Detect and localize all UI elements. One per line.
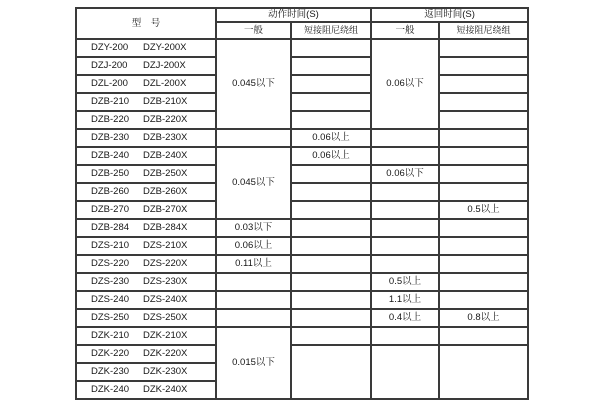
model-cell: [76, 309, 216, 327]
action-general-cell: 0.045以下: [216, 147, 291, 219]
return-damping-cell: 0.8以上: [439, 309, 528, 327]
model-base: DZB-250: [91, 168, 130, 180]
header-action-time: 动作时间(S): [216, 8, 371, 22]
return-damping-cell: [439, 75, 528, 93]
return-general-cell: [371, 327, 439, 345]
model-cell: [76, 327, 216, 345]
model-cell: [76, 165, 216, 183]
header-return-general: 一般: [371, 22, 439, 39]
return-damping-cell: [439, 111, 528, 129]
action-damping-cell: [291, 39, 371, 57]
model-x: DZB-230X: [143, 132, 188, 144]
return-damping-cell: [439, 345, 528, 399]
action-general-cell: [216, 129, 291, 147]
model-base: DZS-220: [91, 258, 130, 270]
model-x: DZS-220X: [143, 258, 188, 270]
return-damping-cell: [439, 129, 528, 147]
return-damping-cell: [439, 57, 528, 75]
action-damping-cell: [291, 309, 371, 327]
model-base: DZB-220: [91, 114, 130, 126]
table-row: [76, 147, 528, 165]
return-general-cell: 0.5以上: [371, 273, 439, 291]
action-damping-cell: [291, 255, 371, 273]
model-base: DZB-210: [91, 96, 130, 108]
model-base: DZB-240: [91, 150, 130, 162]
header-return-time: 返回时间(S): [371, 8, 528, 22]
action-general-cell: [216, 291, 291, 309]
action-damping-cell: [291, 201, 371, 219]
model-cell: [76, 129, 216, 147]
return-damping-cell: [439, 291, 528, 309]
return-damping-cell: [439, 237, 528, 255]
model-base: DZS-240: [91, 294, 130, 306]
model-x: DZK-230X: [143, 366, 188, 378]
action-general-cell: 0.11以上: [216, 255, 291, 273]
header-action-general: 一般: [216, 22, 291, 39]
table-row: [76, 165, 528, 183]
model-x: DZS-240X: [143, 294, 188, 306]
table-row: [76, 327, 528, 345]
table-row: [76, 93, 528, 111]
return-general-cell: 0.06以下: [371, 39, 439, 129]
return-general-cell: [371, 255, 439, 273]
model-cell: [76, 273, 216, 291]
action-damping-cell: [291, 93, 371, 111]
model-base: DZJ-200: [91, 60, 128, 72]
table-row: [76, 57, 528, 75]
model-cell: [76, 93, 216, 111]
action-damping-cell: 0.06以上: [291, 129, 371, 147]
model-x: DZY-200X: [143, 42, 187, 54]
return-damping-cell: [439, 93, 528, 111]
action-damping-cell: [291, 75, 371, 93]
model-base: DZB-230: [91, 132, 130, 144]
model-x: DZL-200X: [143, 78, 187, 90]
action-general-cell: 0.045以下: [216, 39, 291, 129]
action-general-cell: 0.06以上: [216, 237, 291, 255]
relay-spec-table: [75, 7, 529, 400]
model-base: DZL-200: [91, 78, 128, 90]
return-general-cell: [371, 129, 439, 147]
return-general-cell: [371, 345, 439, 399]
table-row: [76, 39, 528, 57]
table-row: [76, 201, 528, 219]
model-cell: [76, 345, 216, 363]
table-row: [76, 111, 528, 129]
model-x: DZB-260X: [143, 186, 188, 198]
model-base: DZK-220: [91, 348, 130, 360]
return-general-cell: 0.4以上: [371, 309, 439, 327]
model-cell: [76, 363, 216, 381]
model-x: DZB-270X: [143, 204, 188, 216]
action-general-cell: [216, 309, 291, 327]
model-x: DZS-250X: [143, 312, 188, 324]
header-action-damping: 短接阻尼绕组: [291, 22, 371, 39]
model-x: DZK-220X: [143, 348, 188, 360]
header-model: 型 号: [76, 8, 216, 39]
model-cell: [76, 381, 216, 399]
return-general-cell: [371, 147, 439, 165]
action-damping-cell: [291, 183, 371, 201]
model-x: DZB-284X: [143, 222, 188, 234]
model-x: DZB-240X: [143, 150, 188, 162]
model-base: DZS-210: [91, 240, 130, 252]
model-cell: [76, 255, 216, 273]
model-cell: [76, 39, 216, 57]
return-damping-cell: [439, 219, 528, 237]
model-cell: [76, 201, 216, 219]
return-damping-cell: [439, 165, 528, 183]
return-damping-cell: [439, 327, 528, 345]
return-general-cell: [371, 183, 439, 201]
table-row: [76, 309, 528, 327]
return-general-cell: 0.06以下: [371, 165, 439, 183]
model-x: DZB-250X: [143, 168, 188, 180]
action-damping-cell: [291, 327, 371, 345]
table-row: [76, 345, 528, 363]
return-damping-cell: [439, 183, 528, 201]
model-x: DZB-210X: [143, 96, 188, 108]
model-cell: [76, 237, 216, 255]
model-base: DZK-240: [91, 384, 130, 396]
model-base: DZB-284: [91, 222, 130, 234]
model-x: DZS-230X: [143, 276, 188, 288]
model-x: DZB-220X: [143, 114, 188, 126]
header-row-1: [76, 8, 528, 22]
model-base: DZS-250: [91, 312, 130, 324]
action-damping-cell: [291, 219, 371, 237]
action-damping-cell: [291, 165, 371, 183]
return-damping-cell: [439, 147, 528, 165]
model-base: DZB-260: [91, 186, 130, 198]
action-damping-cell: [291, 273, 371, 291]
return-damping-cell: [439, 273, 528, 291]
model-x: DZJ-200X: [143, 60, 186, 72]
model-cell: [76, 111, 216, 129]
return-damping-cell: [439, 255, 528, 273]
table-row: [76, 183, 528, 201]
model-cell: [76, 219, 216, 237]
model-base: DZY-200: [91, 42, 129, 54]
model-x: DZS-210X: [143, 240, 188, 252]
return-damping-cell: 0.5以上: [439, 201, 528, 219]
model-x: DZK-210X: [143, 330, 188, 342]
action-damping-cell: [291, 345, 371, 399]
action-general-cell: 0.03以下: [216, 219, 291, 237]
table-row: [76, 219, 528, 237]
model-x: DZK-240X: [143, 384, 188, 396]
table-row: [76, 291, 528, 309]
model-base: DZK-210: [91, 330, 130, 342]
model-cell: [76, 75, 216, 93]
table-row: [76, 129, 528, 147]
return-general-cell: [371, 219, 439, 237]
return-damping-cell: [439, 39, 528, 57]
table-row: [76, 255, 528, 273]
model-cell: [76, 183, 216, 201]
action-damping-cell: 0.06以上: [291, 147, 371, 165]
table-row: [76, 273, 528, 291]
model-base: DZS-230: [91, 276, 130, 288]
action-general-cell: 0.015以下: [216, 327, 291, 399]
model-cell: [76, 291, 216, 309]
action-damping-cell: [291, 291, 371, 309]
action-general-cell: [216, 273, 291, 291]
action-damping-cell: [291, 111, 371, 129]
action-damping-cell: [291, 57, 371, 75]
return-general-cell: 1.1以上: [371, 291, 439, 309]
return-general-cell: [371, 201, 439, 219]
model-base: DZK-230: [91, 366, 130, 378]
model-cell: [76, 147, 216, 165]
return-general-cell: [371, 237, 439, 255]
header-return-damping: 短接阻尼绕组: [439, 22, 528, 39]
table-row: [76, 237, 528, 255]
model-cell: [76, 57, 216, 75]
table-row: [76, 75, 528, 93]
action-damping-cell: [291, 237, 371, 255]
model-base: DZB-270: [91, 204, 130, 216]
